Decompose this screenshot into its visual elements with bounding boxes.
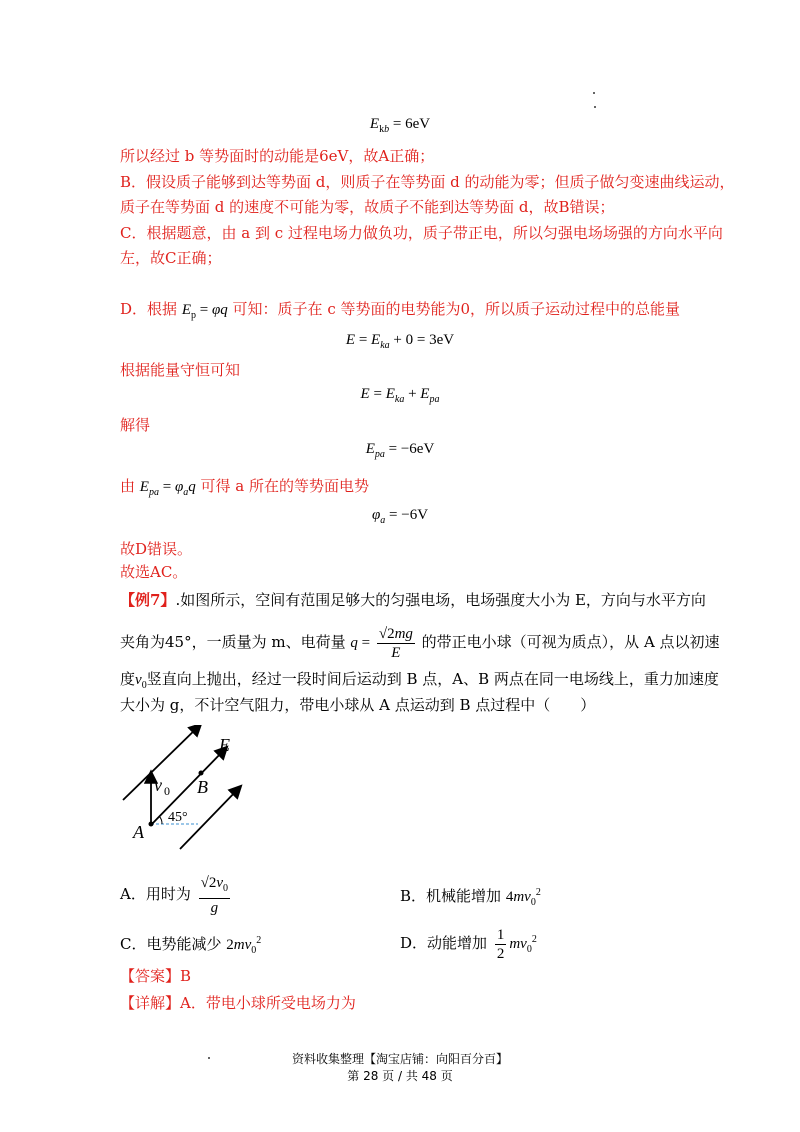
field-line-3 [180, 787, 240, 849]
label-v: v [154, 775, 162, 795]
text-potential-post: 可得 a 所在的等势面电势 [200, 477, 370, 495]
text-line-potential [120, 475, 690, 504]
example-line-3 [120, 668, 719, 697]
label-angle: 45° [168, 810, 188, 825]
footer-page-number: 第 28 页 / 共 48 页 [347, 1069, 453, 1083]
example-line-1-text: .如图所示，空间有范围足够大的匀强电场，电场强度大小为 E，方向与水平方向 [175, 591, 706, 609]
equation-phi-a: $\varphi_a = -6V$ [371, 507, 429, 526]
text-line-c2: 左，故C正确； [120, 249, 222, 267]
example-line-2-post: 的带正电小球（可视为质点），从 A 点以初速 [421, 633, 720, 651]
example-line-4: 大小为 g，不计空气阻力，带电小球从 A 点运动到 B 点过程中（ ） [120, 696, 596, 714]
option-b[interactable] [400, 878, 541, 918]
equation-total-energy-value: 3eV [429, 332, 455, 348]
label-a: A [133, 822, 144, 842]
page-dot [593, 92, 595, 94]
text-line-d-pre: D．根据 [120, 300, 178, 318]
text-solve: 解得 [120, 416, 151, 434]
label-b: B [197, 777, 208, 797]
equation-ekb-value: 6eV [405, 116, 431, 132]
detail-label: 【详解】 [120, 994, 181, 1012]
text-line-c1: C．根据题意，由 a 到 c 过程电场力做负功，质子带正电，所以匀强电场场强的方向水平向 [120, 224, 723, 242]
option-a-label: A．用时为 [120, 885, 191, 903]
text-line-b1: B．假设质子能够到达等势面 d，则质子在等势面 d 的动能为零；但质子做匀变速曲线运动， [120, 173, 735, 191]
text-energy-conservation: 根据能量守恒可知 [120, 361, 241, 379]
label-e: E [219, 735, 230, 755]
text-line-d [120, 298, 690, 327]
symbol-v0: $v_0$ [135, 672, 147, 691]
equation-phi-a-value: −6V [401, 507, 429, 523]
formula-option-a: $\frac{√2v_0}{g}$ [200, 874, 229, 916]
point-b [199, 771, 204, 776]
answer-label: 【答案】 [120, 967, 181, 985]
example-line-3-pre: 度 [120, 670, 136, 688]
text-choose: 故选AC。 [120, 563, 188, 581]
equation-total-energy: $E = E_{ka} + 0 = 3eV$ [345, 332, 455, 351]
text-line-a-result: 所以经过 b 等势面时的动能是6eV，故A正确； [120, 147, 435, 165]
formula-epa-phi: $E_{pa} = \varphi_aq$ [139, 479, 196, 498]
angle-arc [159, 816, 162, 824]
text-potential-pre: 由 [120, 477, 136, 495]
option-c[interactable] [120, 926, 261, 966]
option-d-label: D．动能增加 [400, 934, 488, 952]
formula-ep: $E_p = \varphi q$ [181, 302, 228, 321]
option-d[interactable] [400, 918, 537, 972]
option-b-label: B．机械能增加 [400, 887, 502, 905]
example-line-1 [120, 589, 706, 611]
equation-epa: $E_{pa} = -6eV$ [365, 441, 435, 460]
text-line-d-post: 可知：质子在 c 等势面的电势能为0，所以质子运动过程中的总能量 [232, 300, 681, 318]
formula-option-b: $4mv_0^2$ [505, 887, 541, 908]
detail-text: A．带电小球所受电场力为 [180, 994, 356, 1012]
option-c-label: C．电势能减少 [120, 935, 222, 953]
answer-value: B [180, 967, 192, 985]
formula-option-d: $\frac{1}{2}$ $mv_0^2$ [496, 927, 537, 963]
example-line-3-post: 竖直向上抛出，经过一段时间后运动到 B 点，A、B 两点在同一电场线上，重力加速度 [146, 670, 719, 688]
text-line-b2: 质子在等势面 d 的速度不可能为零，故质子不能到达等势面 d，故B错误； [120, 198, 615, 216]
label-v-sub: 0 [164, 784, 170, 798]
point-a [149, 822, 154, 827]
example-line-2-pre: 夹角为45°，一质量为 m、电荷量 [120, 633, 346, 651]
equation-ekb: $E_{kb} = 6eV$ [369, 116, 431, 135]
option-a[interactable] [120, 872, 233, 917]
page-dot [594, 106, 596, 108]
footer-source: 资料收集整理【淘宝店铺：向阳百分百】 [291, 1052, 508, 1066]
formula-charge: q = $\frac{√2mg}{E}$ [350, 626, 413, 662]
equation-energy-sum: $E = E_{ka} + E_{pa}$ [360, 386, 440, 405]
text-d-wrong: 故D错误。 [120, 540, 193, 558]
example-line-2 [120, 620, 720, 664]
example-label: 【例7】 [120, 591, 176, 609]
formula-option-c: $2mv_0^2$ [226, 935, 262, 956]
field-diagram [118, 725, 278, 850]
equation-epa-value: −6eV [400, 441, 435, 457]
answer-line [120, 965, 690, 987]
detail-line [120, 992, 690, 1014]
